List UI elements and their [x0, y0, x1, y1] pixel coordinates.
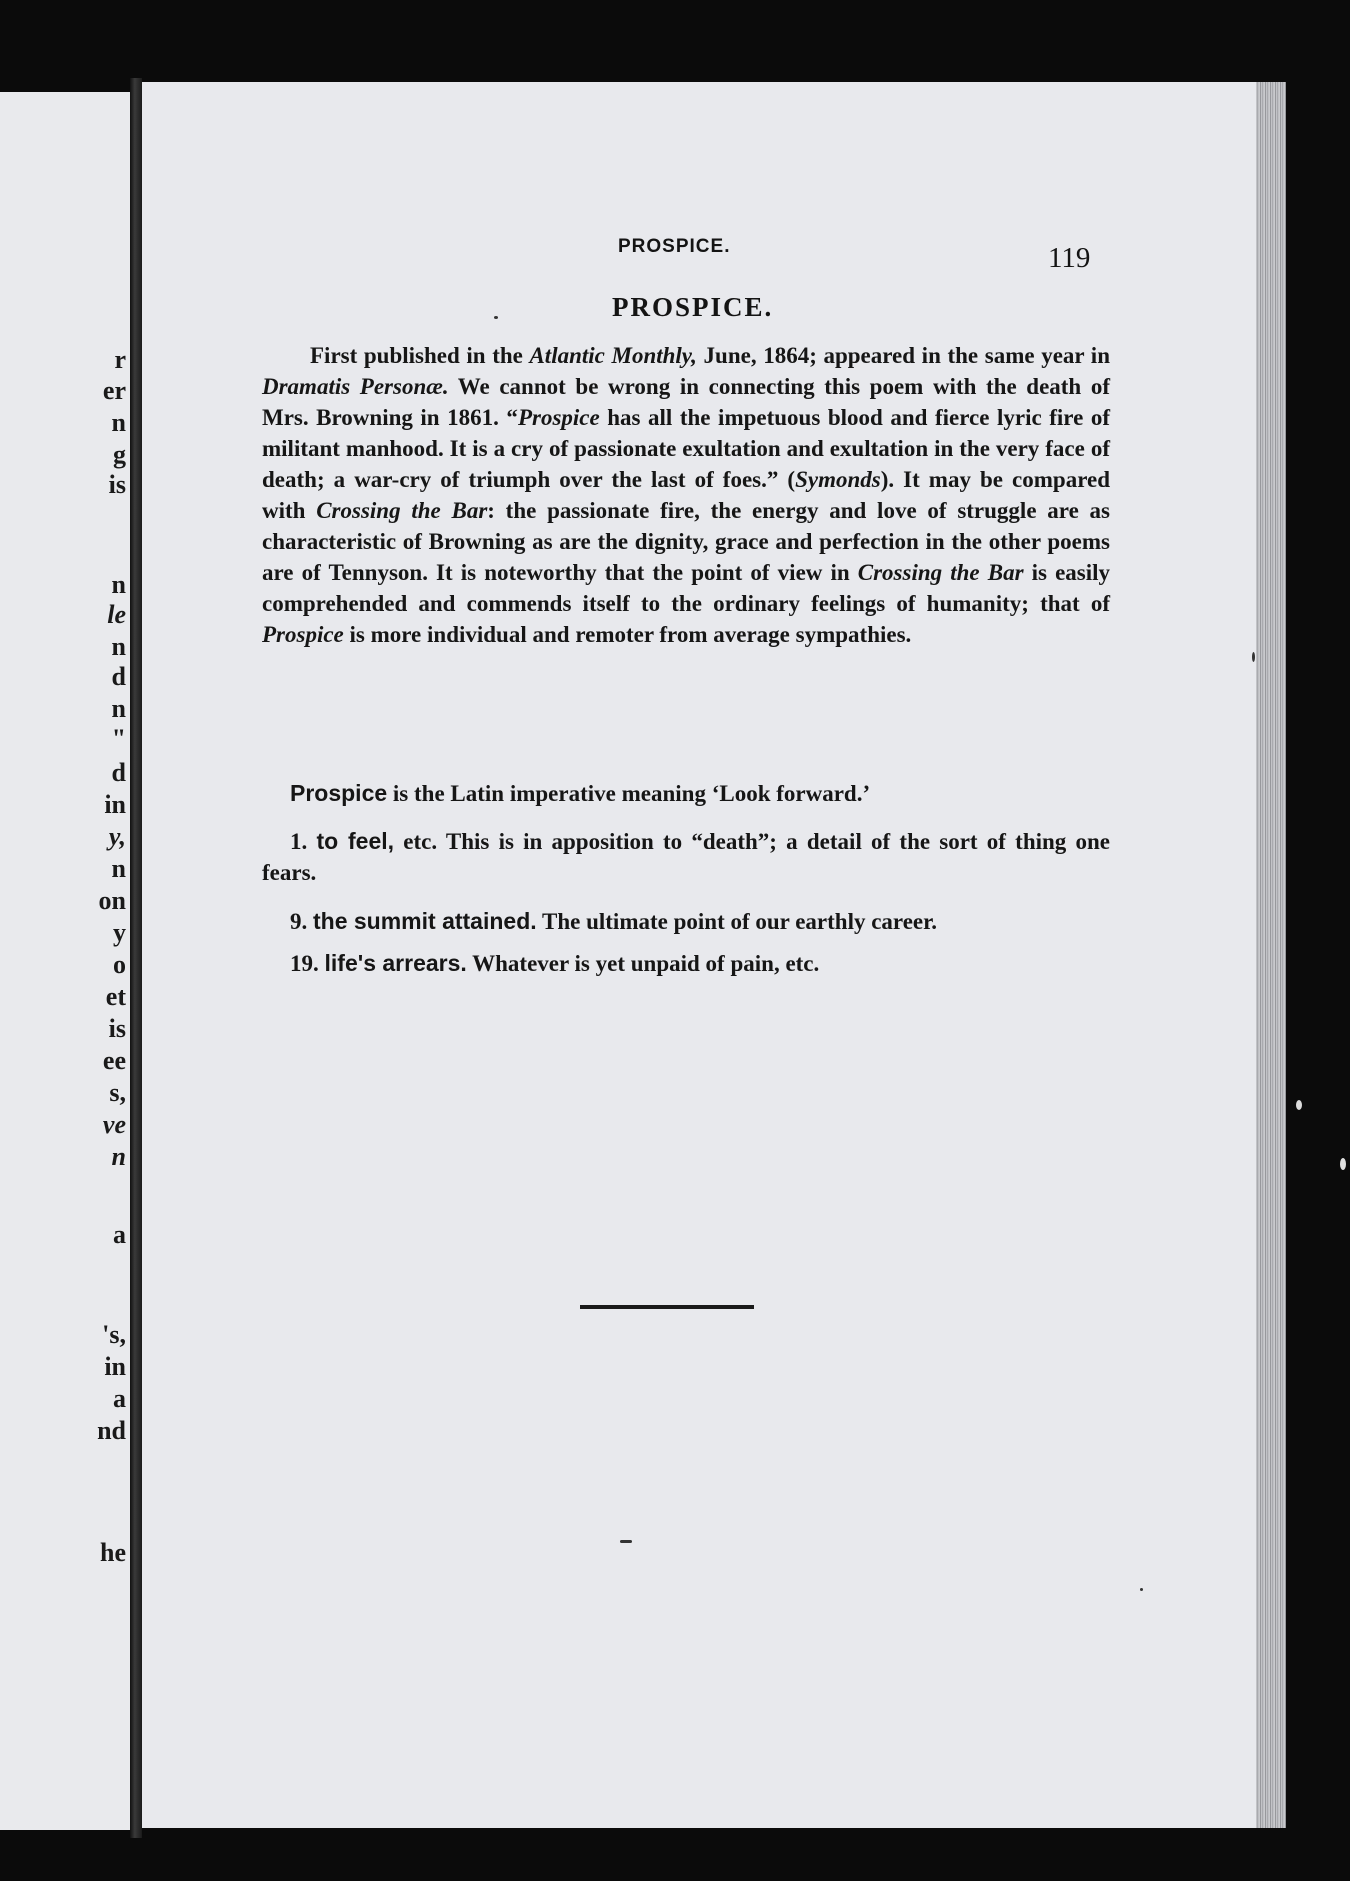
- scan-speck: [1140, 1588, 1143, 1591]
- intro-italic: Dramatis Personæ.: [262, 374, 449, 399]
- intro-italic: Crossing the Bar: [857, 560, 1024, 585]
- page-title: PROSPICE.: [612, 292, 774, 322]
- note-text: The ultimate point of our earthly career.: [536, 909, 937, 934]
- line-fragment: ": [111, 724, 126, 753]
- line-fragment: a: [113, 1384, 126, 1413]
- line-fragment: in: [104, 1352, 126, 1381]
- intro-text: has all the impetuous blood and fierce lyric fire of militant manhood. It is a cry of passionate exultation and exultation in the very face of death; a war-cry of triumph over the last of foes.” (: [262, 405, 1110, 492]
- note-line-19: [262, 948, 1110, 979]
- line-fragment: s,: [109, 1078, 126, 1107]
- line-fragment: n: [111, 1142, 126, 1171]
- page-number: 119: [1048, 242, 1091, 274]
- line-fragment: n: [111, 632, 126, 661]
- intro-text: June, 1864; appeared in the same year in: [696, 343, 1110, 368]
- note-headword: to feel,: [316, 828, 395, 854]
- line-fragment: et: [105, 982, 126, 1011]
- note-line-9: [262, 906, 1110, 937]
- line-fragment: y: [113, 918, 126, 947]
- line-fragment: y,: [108, 822, 126, 851]
- line-fragment: r: [114, 345, 126, 374]
- intro-text: is more individual and remoter from average sympathies.: [343, 622, 912, 647]
- note-headword: life's arrears.: [324, 950, 467, 976]
- facing-page-fragment: [0, 92, 130, 1830]
- line-fragment: ve: [102, 1110, 126, 1139]
- scan-speck: [1340, 1158, 1346, 1170]
- intro-text: First published in the: [310, 343, 530, 368]
- line-fragment: g: [113, 440, 126, 469]
- facing-page-text-column: [0, 92, 130, 1830]
- intro-paragraph: [262, 340, 1110, 650]
- intro-italic: Crossing the Bar: [316, 498, 488, 523]
- line-fragment: d: [111, 662, 126, 691]
- running-head: PROSPICE.: [618, 236, 731, 257]
- scan-speck: [1252, 652, 1255, 662]
- note-line-1: [262, 826, 1110, 888]
- section-divider-rule: [580, 1305, 754, 1309]
- note-headword: the summit attained.: [313, 908, 537, 934]
- intro-italic: Prospice: [262, 622, 344, 647]
- intro-italic: Symonds: [795, 467, 881, 492]
- line-fragment: le: [107, 600, 126, 629]
- intro-text: ). It may be compared with: [262, 467, 1110, 523]
- line-fragment: n: [111, 570, 126, 599]
- line-fragment: a: [113, 1220, 126, 1249]
- note-text: Whatever is yet unpaid of pain, etc.: [466, 951, 820, 976]
- line-fragment: er: [102, 376, 126, 405]
- scan-speck: [620, 1540, 632, 1543]
- line-fragment: he: [100, 1538, 126, 1567]
- note-number: 9.: [290, 909, 313, 934]
- line-fragment: n: [111, 694, 126, 723]
- note-number: 1.: [290, 829, 317, 854]
- page-edge-stack: [1256, 82, 1286, 1828]
- scan-speck: [1296, 1100, 1302, 1110]
- line-fragment: in: [104, 790, 126, 819]
- line-fragment: d: [111, 758, 126, 787]
- line-fragment: is: [108, 1014, 126, 1043]
- line-fragment: n: [111, 408, 126, 437]
- note-prospice: [262, 778, 1110, 809]
- line-fragment: n: [111, 854, 126, 883]
- line-fragment: on: [98, 886, 126, 915]
- line-fragment: 's,: [102, 1320, 126, 1349]
- line-fragment: ee: [102, 1046, 126, 1075]
- intro-text: is easily comprehended and commends itself to the ordinary feelings of humanity; that of: [262, 560, 1111, 616]
- intro-text: We cannot be wrong in connecting this poem with the death of Mrs. Browning in 1861. “: [262, 374, 1110, 430]
- note-text: etc. This is in apposition to “death”; a detail of the sort of thing one fears.: [262, 829, 1111, 885]
- note-number: 19.: [290, 951, 325, 976]
- intro-text: : the passionate fire, the energy and love of struggle are as characteristic of Browning as are the dignity, grace and perfection in the other poems are of Tennyson. It is noteworthy that the point of view in: [262, 498, 1110, 585]
- intro-italic: Atlantic Monthly,: [529, 343, 697, 368]
- book-gutter: [130, 78, 142, 1838]
- note-headword: Prospice: [290, 780, 388, 806]
- scan-speck: [494, 316, 498, 319]
- line-fragment: is: [108, 470, 126, 499]
- line-fragment: o: [113, 950, 126, 979]
- intro-italic: Prospice: [517, 405, 600, 430]
- line-fragment: nd: [97, 1416, 126, 1445]
- note-text: is the Latin imperative meaning ‘Look forward.’: [387, 781, 871, 806]
